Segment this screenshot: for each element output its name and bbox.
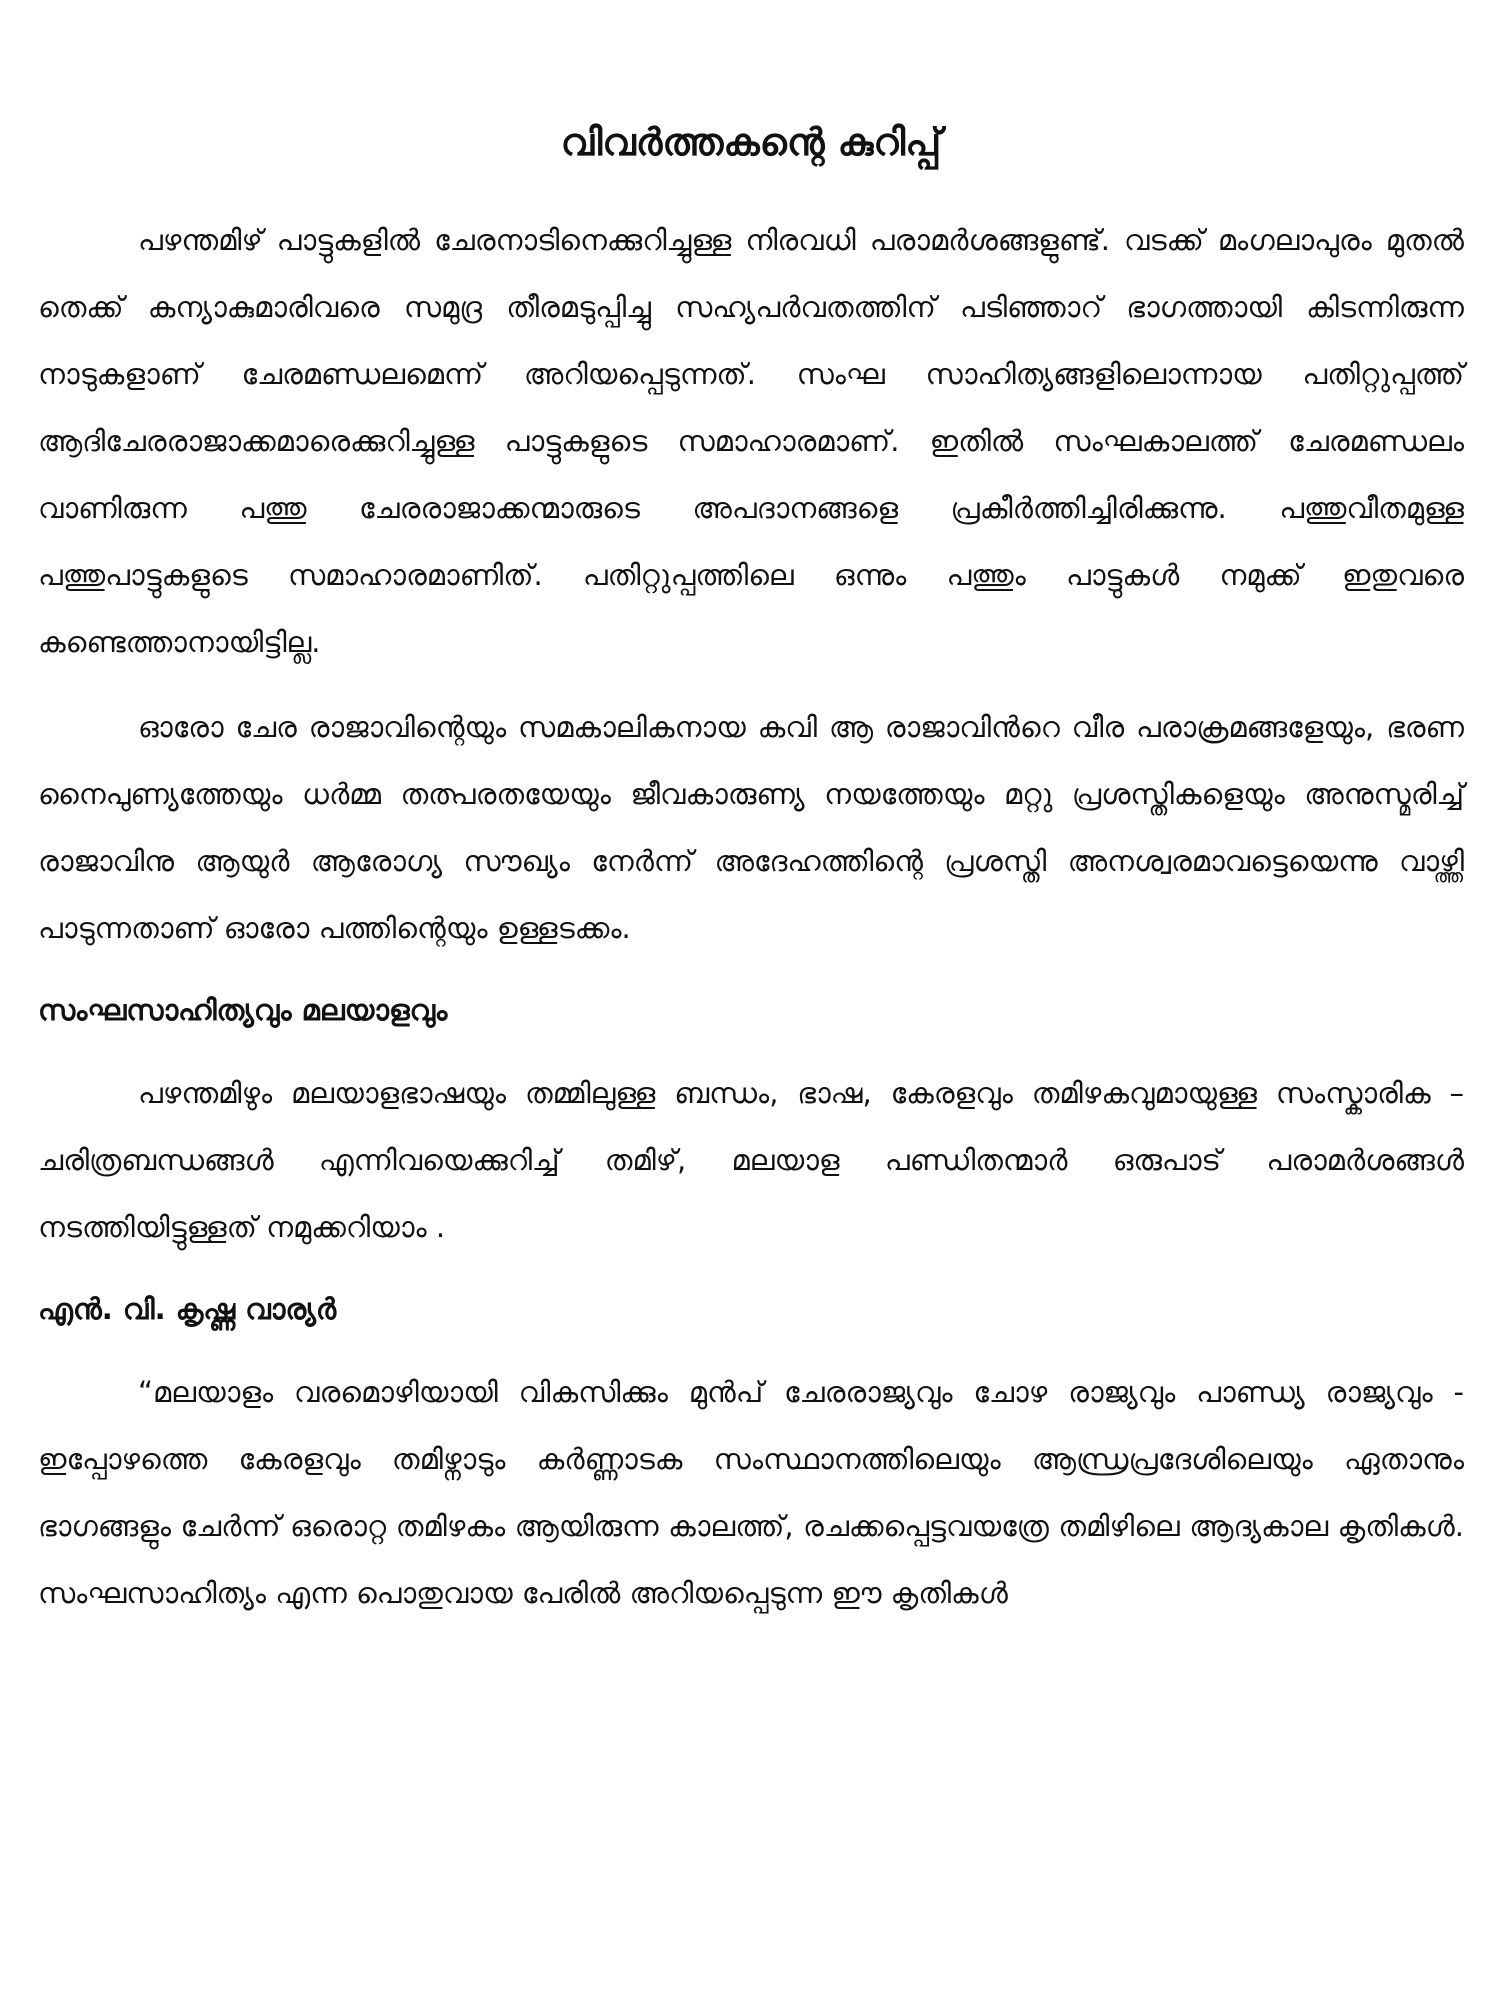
section-heading-nv-krishna-warrier: എൻ. വി. കൃഷ്ണ വാര്യർ <box>38 1292 337 1327</box>
paragraph-sangam-malayalam: പഴന്തമിഴും മലയാളഭാഷയും തമ്മിലുള്ള ബന്ധം, ഭാഷ, കേരളവും തമിഴകവുമായുള്ള സംസ്കാരിക – ചരിത്രബന്ധങ്ങൾ എന്നിവയെക്കുറിച്ച് തമിഴ്, മലയാള പണ്ഡിതന്മാർ ഒരുപാട് പരാമർശങ്ങൾ നടത്തിയിട്ടുള്ളത് നമുക്കറിയാം . <box>38 1076 1464 1245</box>
page-title: വിവർത്തകന്റെ കുറിപ്പ് <box>560 120 942 164</box>
paragraph-nv-krishna-warrier-quote: “മലയാളം വരമൊഴിയായി വികസിക്കും മുൻപ് ചേരരാജ്യവും ചോഴ രാജ്യവും പാണ്ഡ്യ രാജ്യവും - ഇപ്പോഴത്തെ കേരളവും തമിഴ്നാടും കർണ്ണാടക സംസ്ഥാനത്തിലെയും ആന്ധ്രപ്രദേശിലെയും ഏതാനും ഭാഗങ്ങളും ചേർന്ന് ഒരൊറ്റ തമിഴകം ആയിരുന്ന കാലത്ത്, രചക്കപ്പെട്ടവയത്രേ തമിഴിലെ ആദ്യകാല കൃതികൾ. സംഘസാഹിത്യം എന്ന പൊതുവായ പേരിൽ അറിയപ്പെടുന്ന ഈ കൃതികൾ <box>38 1374 1464 1610</box>
paragraph-intro: പഴന്തമിഴ് പാട്ടുകളിൽ ചേരനാടിനെക്കുറിച്ചുള്ള നിരവധി പരാമർശങ്ങളുണ്ട്. വടക്ക് മംഗലാപുരം മുതൽ തെക്ക് കന്യാകുമാരിവരെ സമുദ്ര തീരമടുപ്പിച്ചു സഹ്യപർവതത്തിന് പടിഞ്ഞാറ് ഭാഗത്തായി കിടന്നിരുന്ന നാടുകളാണ് ചേരമണ്ഡലമെന്ന് അറിയപ്പെടുന്നത്. സംഘ സാഹിത്യങ്ങളിലൊന്നായ പതിറ്റുപ്പത്ത് ആദിചേരരാജാക്കമാരെക്കുറിച്ചുള്ള പാട്ടുകളുടെ സമാഹാരമാണ്. ഇതിൽ സംഘകാലത്ത് ചേരമണ്ഡലം വാണിരുന്ന പത്തു ചേരരാജാക്കന്മാരുടെ അപദാനങ്ങളെ പ്രകീർത്തിച്ചിരിക്കുന്നു. പത്തുവീതമുള്ള പത്തുപാട്ടുകളുടെ സമാഹാരമാണിത്. പതിറ്റുപ്പത്തിലെ ഒന്നും പത്തും പാട്ടുകൾ നമുക്ക് ഇതുവരെ കണ്ടെത്താനായിട്ടില്ല. <box>38 223 1464 660</box>
paragraph-kings-praise: ഓരോ ചേര രാജാവിന്റെയും സമകാലികനായ കവി ആ രാജാവിൻറെ വീര പരാക്രമങ്ങളേയും, ഭരണ നൈപുണ്യത്തേയും ധർമ്മ തത്പരതയേയും ജീവകാരുണ്യ നയത്തേയും മറ്റു പ്രശസ്തികളെയും അനുസ്മരിച്ച് രാജാവിനു ആയുർ ആരോഗ്യ സൗഖ്യം നേർന്ന് അദേഹത്തിന്റെ പ്രശസ്തി അനശ്വരമാവട്ടെയെന്നു വാഴ്ത്തി പാടുന്നതാണ് ഓരോ പത്തിന്റെയും ഉള്ളടക്കം. <box>38 710 1464 946</box>
section-heading-sangam-malayalam: സംഘസാഹിത്യവും മലയാളവും <box>38 993 448 1028</box>
